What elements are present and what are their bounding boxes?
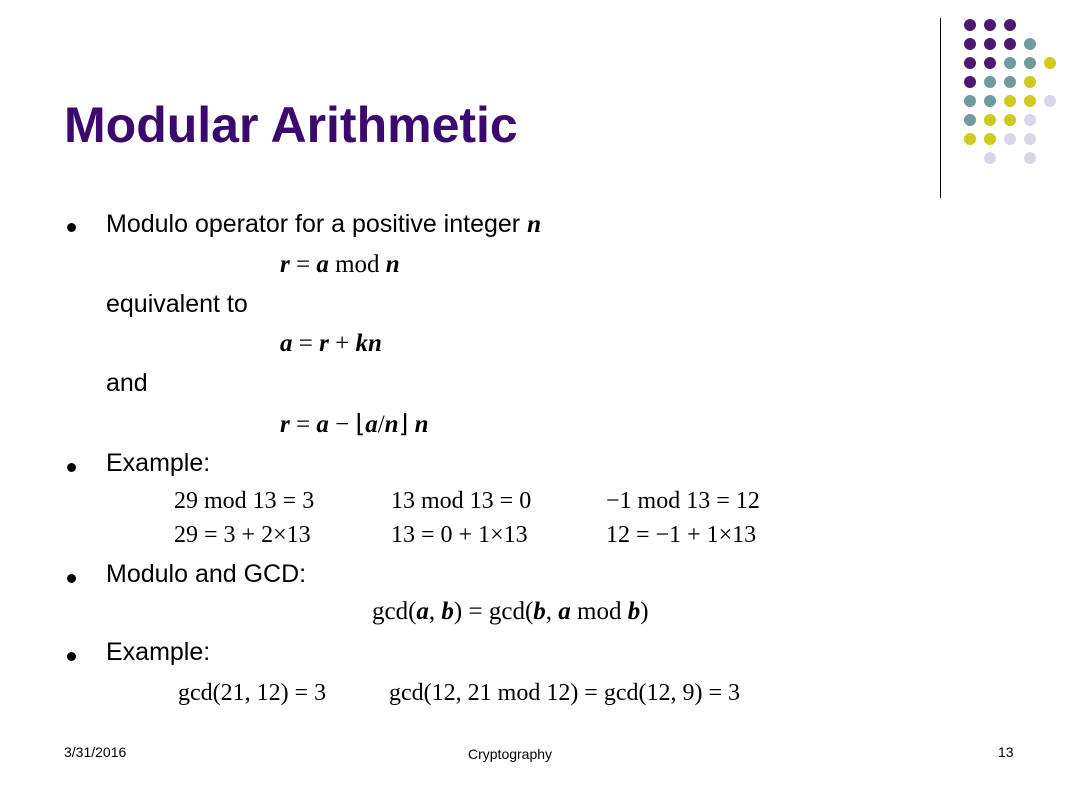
dot	[1024, 133, 1036, 145]
bullet-text: Modulo operator for a positive integer	[106, 210, 528, 238]
dot	[1004, 19, 1016, 31]
dot	[1024, 152, 1036, 164]
dot	[1004, 95, 1016, 107]
text-equivalent-to: equivalent to	[106, 290, 248, 318]
equation-r-floor: r = a − ⌊a/n⌋ n	[280, 411, 429, 438]
bullet-modulo-and-gcd: Modulo and GCD:	[106, 560, 307, 588]
bullet-example-2: Example:	[106, 638, 211, 666]
dot	[964, 114, 976, 126]
bullet-dot	[67, 652, 76, 661]
bullet-modulo-operator	[106, 210, 541, 239]
dot	[964, 133, 976, 145]
dot	[1024, 57, 1036, 69]
dot	[964, 38, 976, 50]
dot	[984, 38, 996, 50]
divider-line	[940, 18, 941, 198]
dot	[1004, 114, 1016, 126]
dot	[964, 19, 976, 31]
footer-page-number: 13	[998, 744, 1014, 760]
footer-title: Cryptography	[468, 746, 553, 762]
example-cell: 13 = 0 + 1×13	[391, 522, 528, 548]
equation-a-equals-r-plus-kn: a = r + kn	[280, 330, 382, 357]
example-cell: 29 = 3 + 2×13	[174, 522, 311, 548]
gcd-example-cell: gcd(12, 21 mod 12) = gcd(12, 9) = 3	[389, 680, 741, 706]
variable-n: n	[527, 211, 541, 238]
footer-date: 3/31/2016	[64, 744, 127, 760]
dot	[964, 95, 976, 107]
dot	[984, 114, 996, 126]
bullet-dot	[67, 574, 76, 583]
dot	[984, 19, 996, 31]
gcd-example-cell: gcd(21, 12) = 3	[178, 680, 327, 706]
dot	[1004, 76, 1016, 88]
dot	[1024, 95, 1036, 107]
example-cell: 13 mod 13 = 0	[391, 488, 532, 514]
dot	[1044, 95, 1056, 107]
bullet-dot	[67, 223, 76, 232]
decorative-dot-grid	[962, 17, 1062, 177]
bullet-dot	[67, 463, 76, 472]
example-cell: −1 mod 13 = 12	[606, 488, 760, 514]
dot	[984, 133, 996, 145]
bullet-example-1: Example:	[106, 449, 211, 477]
example-cell: 29 mod 13 = 3	[174, 488, 315, 514]
text-and: and	[106, 369, 148, 397]
dot	[1044, 57, 1056, 69]
equation-r-equals-a-mod-n: r = a mod n	[280, 251, 400, 278]
equation-gcd: gcd(a, b) = gcd(b, a mod b)	[372, 598, 649, 625]
dot	[984, 152, 996, 164]
dot	[984, 57, 996, 69]
dot	[984, 95, 996, 107]
dot	[984, 76, 996, 88]
slide-title: Modular Arithmetic	[64, 97, 518, 153]
dot	[964, 57, 976, 69]
dot	[1024, 38, 1036, 50]
dot	[1004, 133, 1016, 145]
dot	[1004, 57, 1016, 69]
dot	[1024, 76, 1036, 88]
dot	[1024, 114, 1036, 126]
example-cell: 12 = −1 + 1×13	[606, 522, 757, 548]
dot	[964, 76, 976, 88]
dot	[1004, 38, 1016, 50]
